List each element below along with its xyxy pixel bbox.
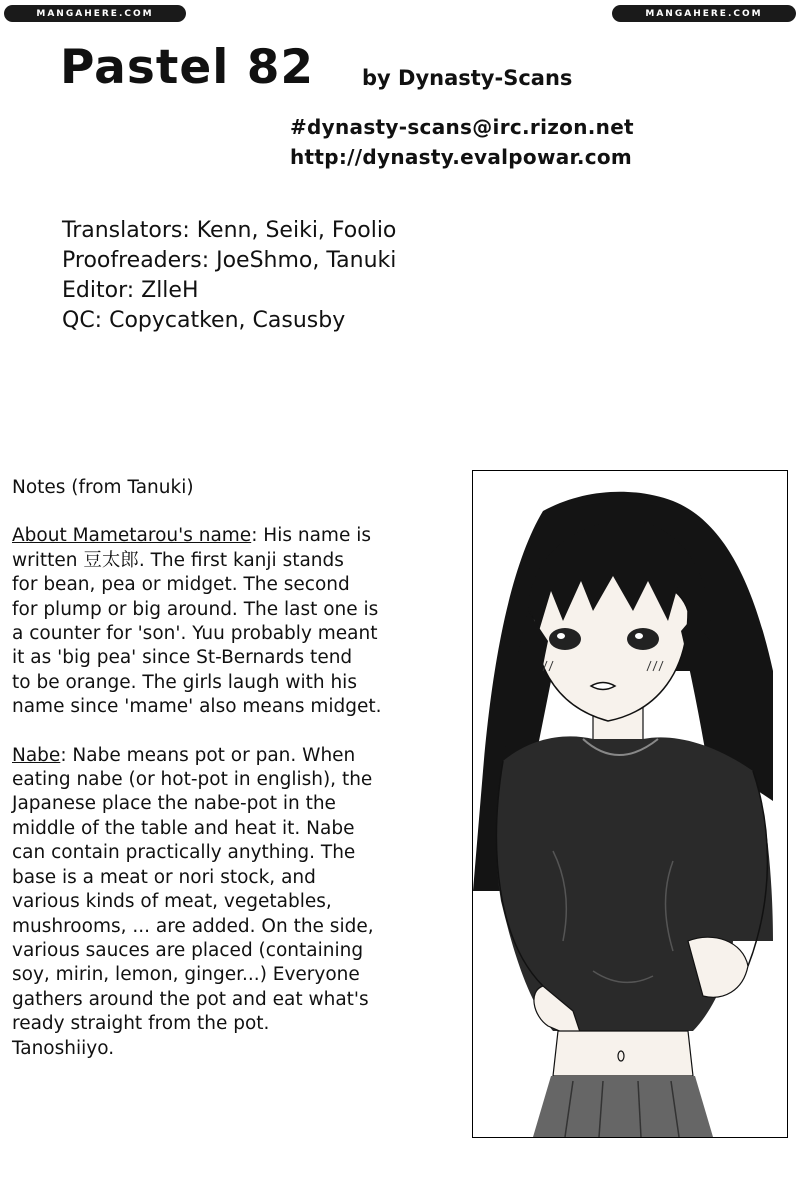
- left-eye: [549, 628, 581, 650]
- right-eye: [627, 628, 659, 650]
- note-term-mametarou: About Mametarou's name: [12, 525, 252, 547]
- midriff: [553, 1031, 693, 1076]
- credit-translators: Translators: Kenn, Seiki, Foolio: [62, 218, 397, 243]
- group-byline: by Dynasty-Scans: [362, 66, 573, 90]
- girl-illustration: [473, 471, 787, 1137]
- credit-editor: Editor: ZlleH: [62, 278, 199, 303]
- page-title: Pastel 82: [60, 40, 315, 95]
- character-illustration-panel: [472, 470, 788, 1138]
- irc-channel: #dynasty-scans@irc.rizon.net: [290, 115, 634, 139]
- credit-qc: QC: Copycatken, Casusby: [62, 308, 346, 333]
- note-mametarou: About Mametarou's name: His name is written 豆太郎. The first kanji stands for bean, pea or midget. The second for plump or big around. The last one is a counter for 'son'. Yuu probably meant it as 'big pea' since St-Bernards tend to be orange. The girls laugh with his name since 'mame' also means midget.: [12, 525, 382, 718]
- watermark-badge-left: MANGAHERE.COM: [4, 5, 186, 22]
- note-term-nabe: Nabe: [12, 744, 61, 766]
- watermark-badge-right: MANGAHERE.COM: [612, 5, 796, 22]
- website-address: http://dynasty.evalpowar.com: [290, 145, 633, 169]
- notes-heading: Notes (from Tanuki): [12, 477, 194, 498]
- credits-block: [62, 216, 396, 336]
- translation-notes: [12, 476, 447, 1085]
- mouth: [591, 683, 615, 690]
- credit-proofreaders: Proofreaders: JoeShmo, Tanuki: [62, 248, 397, 273]
- skirt: [533, 1076, 713, 1137]
- note-nabe: Nabe: Nabe means pot or pan. When eating nabe (or hot-pot in english), the Japanese place the nabe-pot in the middle of the table and heat it. Nabe can contain practically anything. The base is a meat or nori stock, and various kinds of meat, vegetables, mushrooms, ... are added. On the side, various sauces are placed (containing soy, mirin, lemon, ginger...) Everyone gathers around the pot and eat what's ready straight from the pot. Tanoshiiyo.: [12, 744, 374, 1059]
